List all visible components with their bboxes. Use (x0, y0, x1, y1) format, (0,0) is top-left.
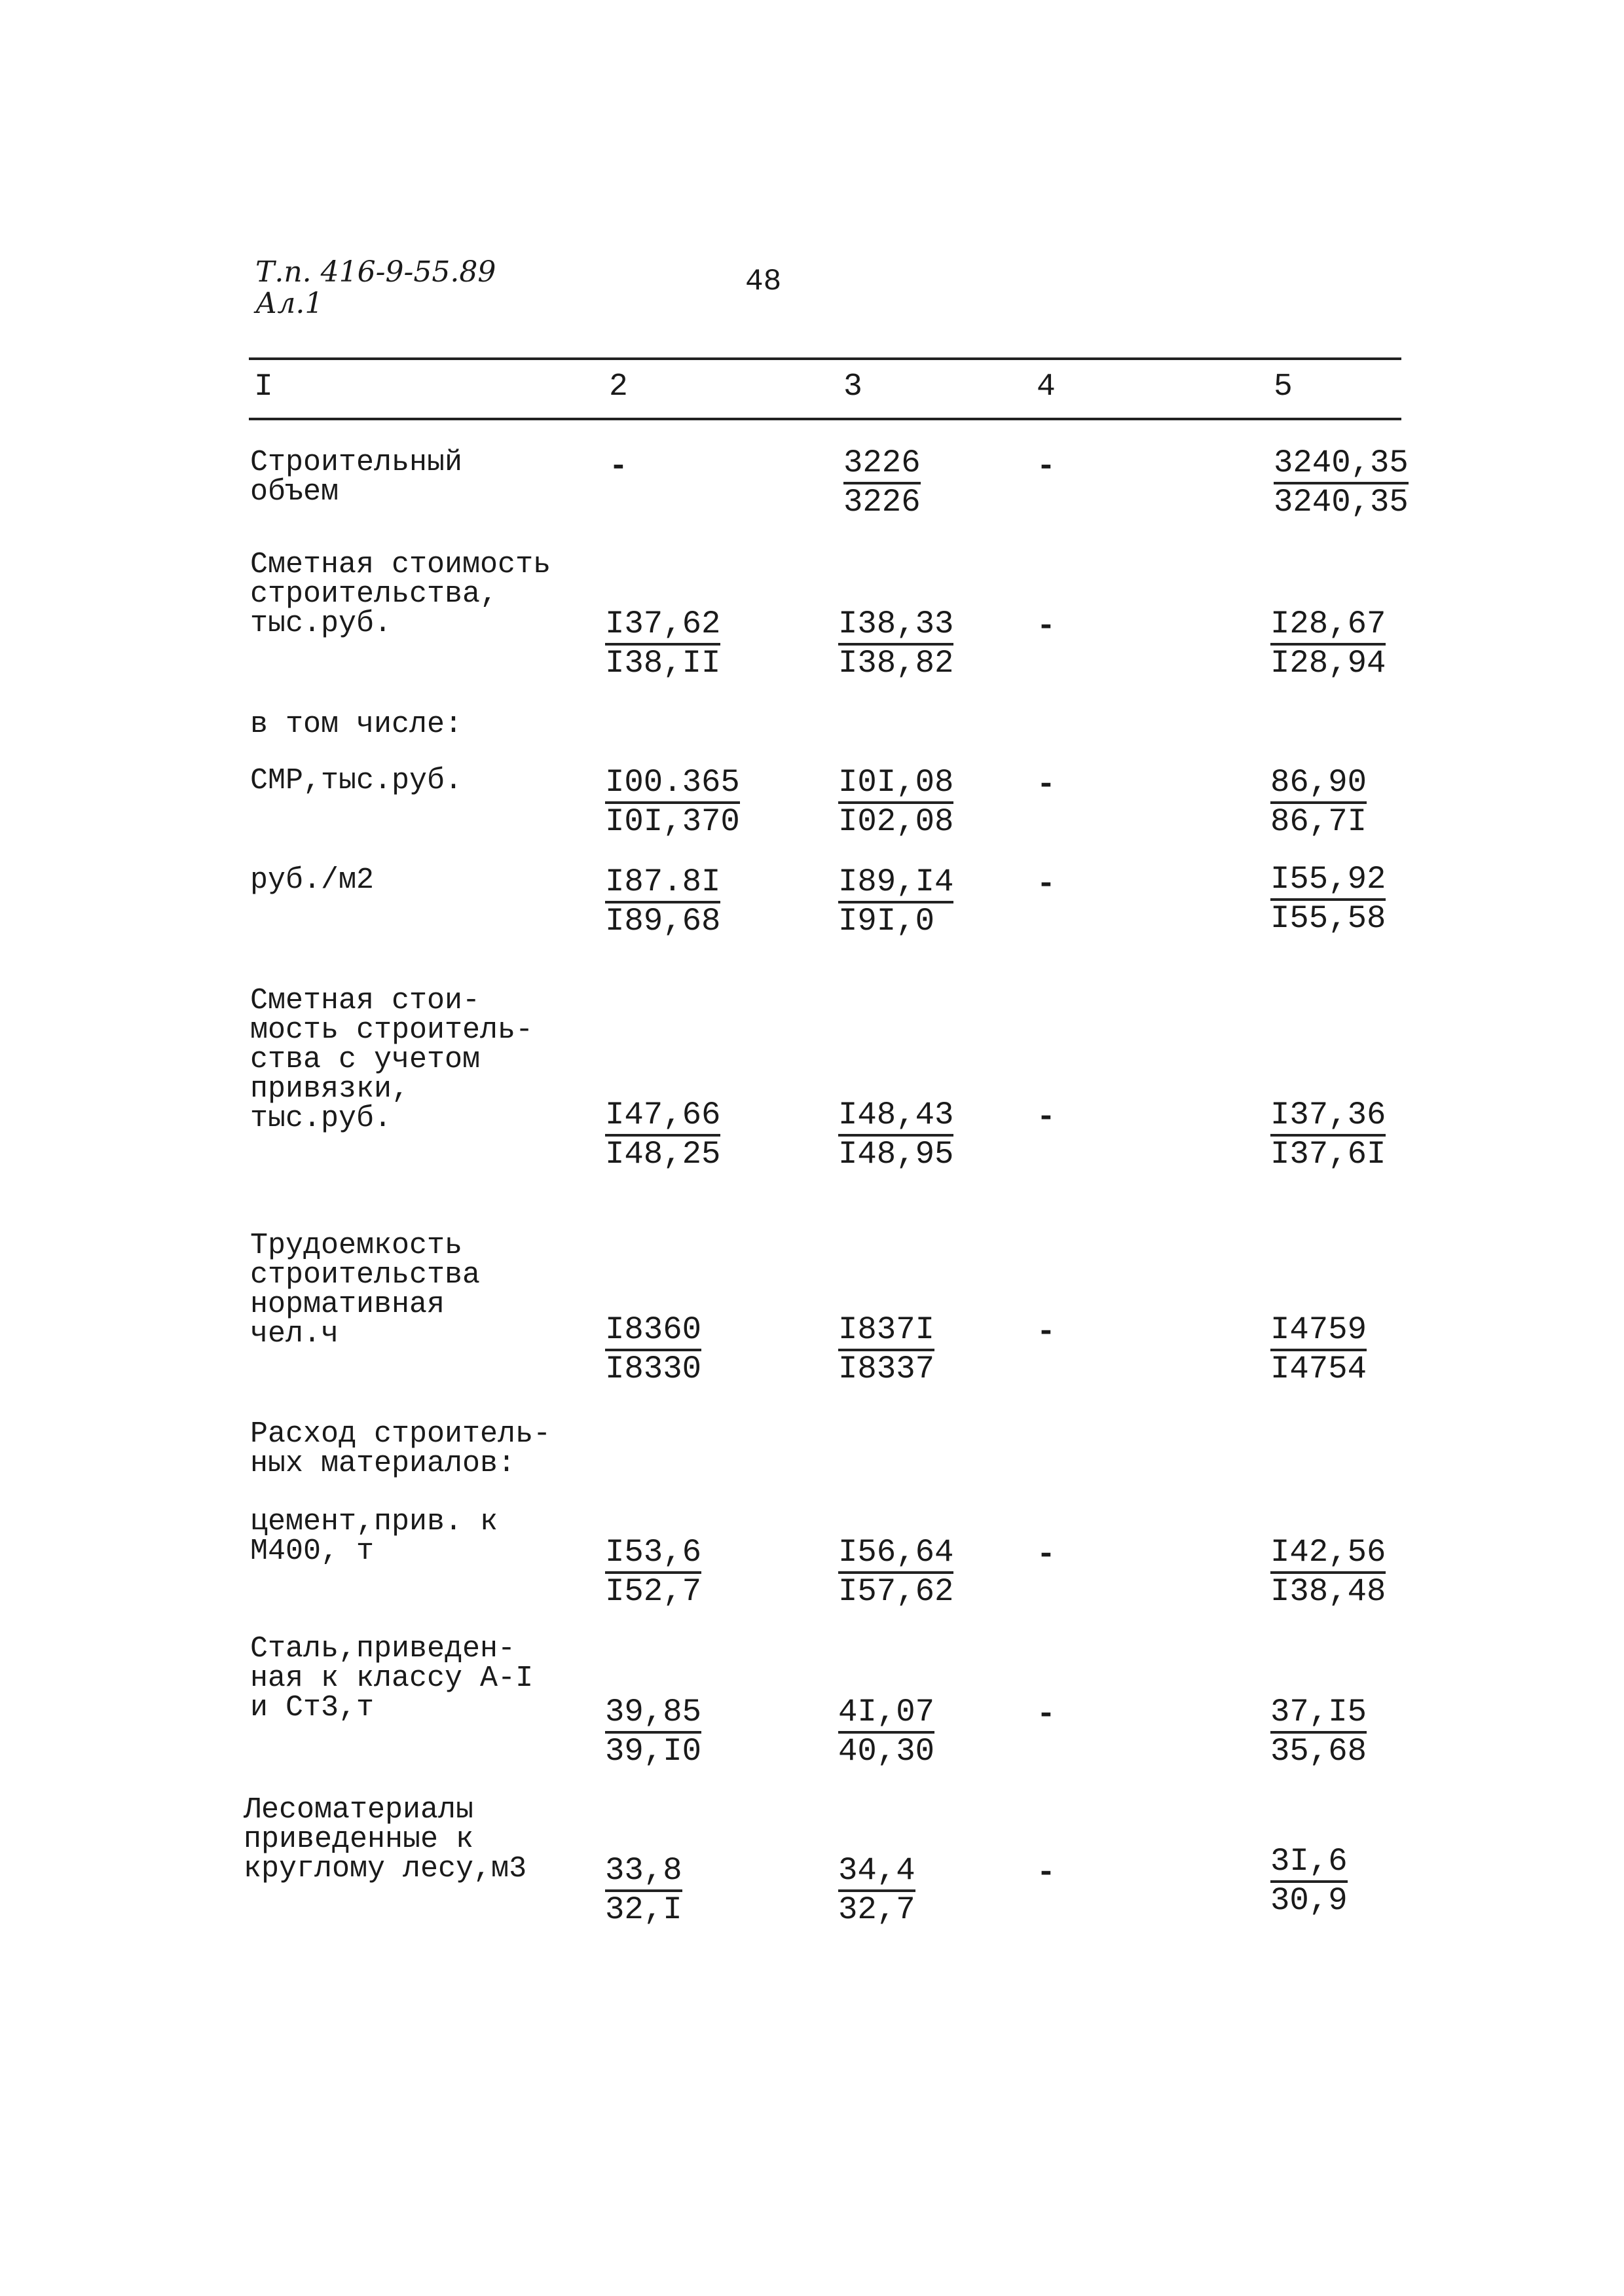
row-rub-per-m2-col5 (1270, 862, 1386, 936)
row-label-smr: СМР,тыс.руб. (250, 764, 463, 797)
row-label-labor-intensity: Трудоемкость строительства нормативная чел.ч (250, 1229, 481, 1351)
table-top-rule (249, 357, 1401, 360)
row-steel-col2 (605, 1694, 701, 1769)
row-cost-with-binding-col5 (1270, 1097, 1386, 1172)
row-building-volume-col3 (843, 445, 921, 520)
value-bottom: I48,95 (838, 1136, 954, 1173)
value-top: I53,6 (605, 1535, 701, 1574)
value-top: I55,92 (1270, 862, 1386, 901)
column-header-4: 4 (1037, 369, 1056, 405)
column-header-1: I (254, 369, 273, 405)
row-rub-per-m2-col3 (838, 864, 953, 939)
row-label-building-volume: Строительный объем (250, 446, 463, 509)
row-rub-per-m2-col2 (605, 864, 720, 939)
value-top: 4I,07 (838, 1694, 934, 1734)
row-building-volume-col4: - (1037, 449, 1056, 484)
row-estimated-cost-col2 (605, 606, 720, 681)
row-label-rub-per-m2: руб./м2 (250, 864, 375, 897)
value-top: I837I (838, 1312, 934, 1351)
row-timber-col5 (1270, 1844, 1348, 1918)
value-top: I56,64 (838, 1535, 953, 1574)
value-top: I89,I4 (838, 864, 953, 903)
value-top: I00.365 (605, 765, 740, 804)
row-cement-col3 (838, 1535, 953, 1609)
column-header-5: 5 (1274, 369, 1293, 405)
column-header-3: 3 (843, 369, 862, 405)
row-cement-col4: - (1037, 1537, 1056, 1573)
value-bottom: I28,94 (1270, 645, 1386, 682)
row-estimated-cost-col3 (838, 606, 953, 681)
value-bottom: I8330 (605, 1351, 702, 1387)
row-building-volume-col2: - (609, 449, 628, 484)
value-top: I47,66 (605, 1097, 720, 1137)
value-top: 34,4 (838, 1853, 915, 1892)
value-bottom: I4754 (1270, 1351, 1367, 1387)
row-labor-intensity-col3 (838, 1312, 934, 1387)
value-bottom: I38,82 (838, 645, 954, 682)
row-cost-with-binding-col2 (605, 1097, 720, 1172)
value-bottom: 39,I0 (605, 1733, 702, 1770)
row-steel-col4: - (1037, 1697, 1056, 1732)
row-labor-intensity-col5 (1270, 1312, 1367, 1387)
value-top: 33,8 (605, 1853, 682, 1892)
value-bottom: 3240,35 (1274, 484, 1409, 520)
value-top: I87.8I (605, 864, 720, 903)
value-top: I37,36 (1270, 1097, 1386, 1137)
value-bottom: 32,I (605, 1891, 682, 1928)
row-label-cement: цемент,прив. к М400, т (250, 1505, 498, 1568)
row-labor-intensity-col4: - (1037, 1315, 1056, 1350)
row-cost-with-binding-col3 (838, 1097, 953, 1172)
row-steel-col3 (838, 1694, 934, 1769)
value-top: I8360 (605, 1312, 701, 1351)
value-top: I37,62 (605, 606, 720, 646)
row-steel-col5 (1270, 1694, 1367, 1769)
value-top: 3I,6 (1270, 1844, 1348, 1883)
value-bottom: 35,68 (1270, 1733, 1367, 1770)
value-bottom: I38,48 (1270, 1573, 1386, 1610)
row-timber-col4: - (1037, 1855, 1056, 1891)
row-cost-with-binding-col4: - (1037, 1100, 1056, 1135)
value-bottom: I9I,0 (838, 903, 935, 939)
value-bottom: 86,7I (1270, 803, 1367, 840)
value-top: I0I,08 (838, 765, 953, 804)
row-label-materials-consumption: Расход строитель- ных материалов: (250, 1417, 551, 1480)
row-estimated-cost-col5 (1270, 606, 1386, 681)
value-bottom: I38,II (605, 645, 721, 682)
value-bottom: I8337 (838, 1351, 935, 1387)
row-smr-col3 (838, 765, 953, 839)
row-labor-intensity-col2 (605, 1312, 701, 1387)
value-top: 3226 (843, 445, 921, 484)
row-label-cost-with-binding: Сметная стои- мость строитель- ства с учетом привязки, тыс.руб. (250, 984, 534, 1135)
value-bottom: I0I,370 (605, 803, 740, 840)
value-top: I28,67 (1270, 606, 1386, 646)
value-top: I4759 (1270, 1312, 1367, 1351)
value-bottom: I57,62 (838, 1573, 954, 1610)
row-label-steel: Сталь,приведен- ная к классу А-I и Ст3,т (250, 1632, 534, 1724)
column-header-2: 2 (609, 369, 628, 405)
value-bottom: I48,25 (605, 1136, 721, 1173)
value-bottom: I02,08 (838, 803, 954, 840)
row-timber-col2 (605, 1853, 682, 1927)
value-top: 37,I5 (1270, 1694, 1367, 1734)
value-top: I42,56 (1270, 1535, 1386, 1574)
document-code-line-1: Т.п. 416-9-55.89 (255, 255, 496, 289)
value-top: I48,43 (838, 1097, 953, 1137)
value-top: 3240,35 (1274, 445, 1409, 484)
row-building-volume-col5 (1274, 445, 1409, 520)
value-bottom: I37,6I (1270, 1136, 1386, 1173)
row-smr-col5 (1270, 765, 1367, 839)
value-bottom: I55,58 (1270, 900, 1386, 937)
row-cement-col2 (605, 1535, 701, 1609)
value-bottom: 40,30 (838, 1733, 935, 1770)
row-estimated-cost-col4: - (1037, 609, 1056, 644)
value-top: 39,85 (605, 1694, 701, 1734)
value-bottom: 30,9 (1270, 1882, 1348, 1919)
row-label-timber: Лесоматериалы приведенные к круглому лесу,м3 (244, 1793, 527, 1886)
value-bottom: I52,7 (605, 1573, 702, 1610)
row-cement-col5 (1270, 1535, 1386, 1609)
document-code (255, 257, 496, 319)
table-header-rule (249, 418, 1401, 420)
row-smr-col4: - (1037, 767, 1056, 803)
value-bottom: 3226 (843, 484, 921, 520)
row-timber-col3 (838, 1853, 915, 1927)
row-label-including: в том числе: (250, 708, 463, 741)
value-top: 86,90 (1270, 765, 1367, 804)
document-code-line-2: Ал.1 (255, 287, 323, 320)
row-smr-col2 (605, 765, 740, 839)
row-label-estimated-cost: Сметная стоимость строительства, тыс.руб. (250, 548, 551, 640)
page-number: 48 (745, 264, 782, 299)
value-top: I38,33 (838, 606, 953, 646)
value-bottom: 32,7 (838, 1891, 915, 1928)
value-bottom: I89,68 (605, 903, 721, 939)
row-rub-per-m2-col4: - (1037, 867, 1056, 902)
